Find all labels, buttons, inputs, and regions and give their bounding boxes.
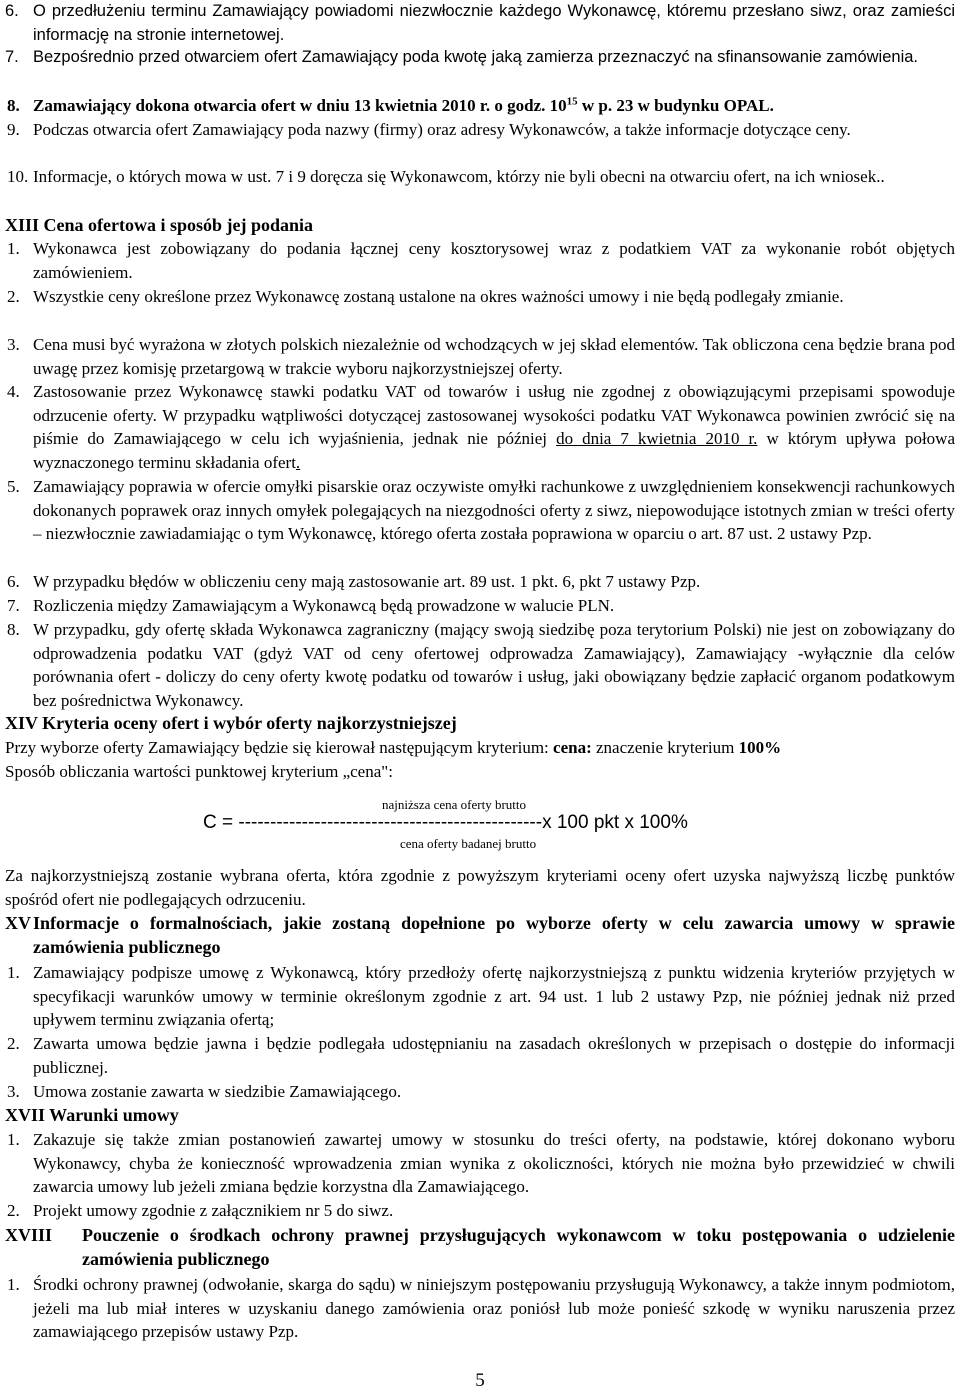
- item-number: 9.: [7, 120, 20, 139]
- item-number: 2.: [7, 1034, 20, 1053]
- item-number: 2.: [7, 287, 20, 306]
- item-number: 5.: [7, 477, 20, 496]
- item-text: Zawarta umowa będzie jawna i będzie podlegała udostępnianiu na zasadach określonych w przepisach o dostępie do informacji publicznej.: [33, 1034, 955, 1077]
- list-item: [0, 118, 960, 142]
- item-text: w którym upływa połowa wyznaczonego terminu składania ofert: [33, 429, 955, 472]
- formula-main: C = ------------------------------------------------x 100 pkt x 100%: [203, 812, 688, 833]
- section-number: XV: [5, 913, 31, 933]
- list-item: [0, 570, 960, 594]
- item-text: W przypadku, gdy ofertę składa Wykonawca zagraniczny (mający swoją siedzibę poza terytorium Polski) nie jest on zobowiązany do odprowadzenia podatku VAT (gdyż VAT od ceny ofertowej odprowadza Zamawiający), Zamawiający -wyłącznie dla celów porównania ofert - doliczy do ceny oferty kwotę podatku od towarów i usług, jaki obowiązany będzie zapłacić organom podatkowym bez pośrednictwa Wykonawcy.: [33, 620, 955, 710]
- item-text: O przedłużeniu terminu Zamawiający powiadomi niezwłocznie każdego Wykonawcę, któremu przesłano siwz, oraz zamieści informację na stronie internetowej.: [33, 2, 955, 44]
- criterion-name: cena:: [553, 738, 592, 757]
- item-number: 1.: [7, 1275, 20, 1294]
- item-number: 7.: [7, 596, 20, 615]
- list-item: [0, 1128, 960, 1199]
- item-number: 8.: [7, 620, 20, 639]
- formula-denominator: cena oferty badanej brutto: [400, 836, 537, 851]
- section-heading: XIV Kryteria oceny ofert i wybór oferty najkorzystniejszej: [5, 713, 457, 733]
- section-heading: XVII Warunki umowy: [5, 1105, 179, 1125]
- list-item: [0, 0, 960, 47]
- list-item: [0, 333, 960, 380]
- criterion-text: znaczenie kryterium: [591, 738, 739, 757]
- item-number: 6.: [5, 2, 19, 20]
- item-text: Cena musi być wyrażona w złotych polskich niezależnie od wchodzących w jej skład elementów. Tak obliczona cena będzie brana pod uwagę przez komisję przetargową w trakcie wyboru najkorzystniejszej oferty.: [33, 335, 955, 378]
- formula-intro: Sposób obliczania wartości punktowej kryterium „cena":: [5, 762, 393, 781]
- item-number: 6.: [7, 572, 20, 591]
- list-item: [0, 1080, 960, 1104]
- list-item: [0, 285, 960, 309]
- item-text: Bezpośrednio przed otwarciem ofert Zamawiający poda kwotę jaką zamierza przeznaczyć na sfinansowanie zamówienia.: [33, 48, 919, 66]
- item-text: Zamawiający poprawia w ofercie omyłki pisarskie oraz oczywiste omyłki rachunkowe z uwzględnieniem konsekwencji rachunkowych dokonanych poprawek oraz innych omyłek polegających na niezgodności oferty z siwz, niepowodujące istotnych zmian w treści oferty – niezwłocznie zawiadamiając o tym Wykonawcę, którego oferta została poprawiona w oparciu o art. 87 ust. 2 ustawy Pzp.: [33, 477, 955, 544]
- formula-numerator: najniższa cena oferty brutto: [382, 797, 527, 812]
- item-text: Zakazuje się także zmian postanowień zawartej umowy w stosunku do treści oferty, na podstawie, której dokonano wyboru Wykonawcy, chyba że konieczność wprowadzenia zmian wynika z okoliczności, których nie można było przewidzieć w chwili zawarcia umowy lub jeżeli zmiana będzie korzystna dla Zamawiającego.: [33, 1130, 955, 1197]
- item-text: Rozliczenia między Zamawiającym a Wykonawcą będą prowadzone w walucie PLN.: [33, 596, 615, 615]
- item-text: W przypadku błędów w obliczeniu ceny mają zastosowanie art. 89 ust. 1 pkt. 6, pkt 7 ustawy Pzp.: [33, 572, 701, 591]
- list-item: [0, 94, 960, 118]
- list-item: [0, 618, 960, 712]
- item-number: 4.: [7, 382, 20, 401]
- item-text: Umowa zostanie zawarta w siedzibie Zamawiającego.: [33, 1082, 402, 1101]
- list-item: [0, 594, 960, 618]
- list-item: [0, 165, 960, 189]
- list-item: [0, 1032, 960, 1079]
- item-text: Zastosowanie przez Wykonawcę stawki podatku VAT od towarów i usług nie zgodnej z obowiązującymi przepisami spowoduje odrzucenie oferty. W przypadku wątpliwości dotyczącej zastosowanej wysokości podatku VAT Wykonawca powinien zwrócić się na piśmie do Zamawiającego w celu ich wyjaśnienia, jednak nie później: [33, 382, 955, 449]
- criterion-line: [0, 736, 960, 760]
- item-text: Zamawiający dokona otwarcia ofert w dniu 13 kwietnia 2010 r. o godz. 10: [33, 96, 567, 115]
- underlined-date: do dnia 7 kwietnia 2010 r.: [556, 429, 758, 449]
- item-number: 8.: [7, 96, 20, 115]
- item-number: 1.: [7, 239, 20, 258]
- section-number: XVIII: [5, 1225, 53, 1245]
- item-text: Zamawiający podpisze umowę z Wykonawcą, który przedłoży ofertę najkorzystniejszą z punktu widzenia kryteriów przyjętych w specyfikacji warunków umowy w terminie określonym zgodnie z art. 94 ust. 1 lub 2 ustawy Pzp, nie później jednak niż przed upływem terminu związania ofertą;: [33, 963, 955, 1030]
- section-heading: XIII Cena ofertowa i sposób jej podania: [5, 215, 314, 235]
- criterion-weight: 100%: [738, 738, 782, 757]
- item-text: Wszystkie ceny określone przez Wykonawcę zostaną ustalone na okres ważności umowy i nie będą podlegały zmianie.: [33, 287, 844, 306]
- list-item: [0, 475, 960, 546]
- superscript: 15: [566, 95, 578, 108]
- list-item: [0, 1273, 960, 1344]
- item-number: 10.: [7, 167, 29, 186]
- item-text: Środki ochrony prawnej (odwołanie, skarga do sądu) w niniejszym postępowaniu przysługują Wykonawcy, a także innym podmiotom, jeżeli ma lub miał interes w uzyskaniu danego zamówienia oraz poniósł lub może ponieść szkodę w wyniku naruszenia przez zamawiającego przepisów ustawy Pzp.: [33, 1275, 955, 1342]
- page-number: 5: [475, 1370, 485, 1391]
- section-title: Pouczenie o środkach ochrony prawnej przysługujących wykonawcom w toku postępowania o udzielenie zamówienia publicznego: [82, 1225, 955, 1269]
- list-item: [0, 237, 960, 284]
- item-text: Wykonawca jest zobowiązany do podania łącznej ceny kosztorysowej wraz z podatkiem VAT za wykonanie robót objętych zamówieniem.: [33, 239, 955, 282]
- underlined-period: .: [295, 452, 301, 472]
- item-number: 3.: [7, 1082, 20, 1101]
- section-heading: [0, 912, 960, 959]
- item-number: 1.: [7, 963, 20, 982]
- item-number: 2.: [7, 1201, 20, 1220]
- section-title: Informacje o formalnościach, jakie zostaną dopełnione po wyborze oferty w celu zawarcia umowy w sprawie zamówienia publicznego: [33, 913, 955, 957]
- item-number: 1.: [7, 1130, 20, 1149]
- item-text: Podczas otwarcia ofert Zamawiający poda nazwy (firmy) oraz adresy Wykonawców, a także informacje dotyczące ceny.: [33, 120, 851, 139]
- list-item: [0, 46, 960, 70]
- list-item: [0, 961, 960, 1032]
- item-number: 3.: [7, 335, 20, 354]
- item-text: Projekt umowy zgodnie z załącznikiem nr 5 do siwz.: [33, 1201, 394, 1220]
- item-text: Informacje, o których mowa w ust. 7 i 9 doręcza się Wykonawcom, którzy nie byli obecni na otwarciu ofert, na ich wniosek..: [33, 167, 885, 186]
- section-heading: [0, 1224, 960, 1271]
- item-number: 7.: [5, 48, 19, 66]
- item-text: w p. 23 w budynku OPAL.: [577, 96, 774, 115]
- conclusion-text: Za najkorzystniejszą zostanie wybrana oferta, która zgodnie z powyższym kryteriami oceny ofert uzyska najwyższą liczbę punktów spośród ofert nie podlegających odrzuceniu.: [5, 866, 955, 909]
- list-item: [0, 1199, 960, 1223]
- list-item: [0, 380, 960, 474]
- criterion-text: Przy wyborze oferty Zamawiający będzie się kierował następującym kryterium:: [5, 738, 554, 757]
